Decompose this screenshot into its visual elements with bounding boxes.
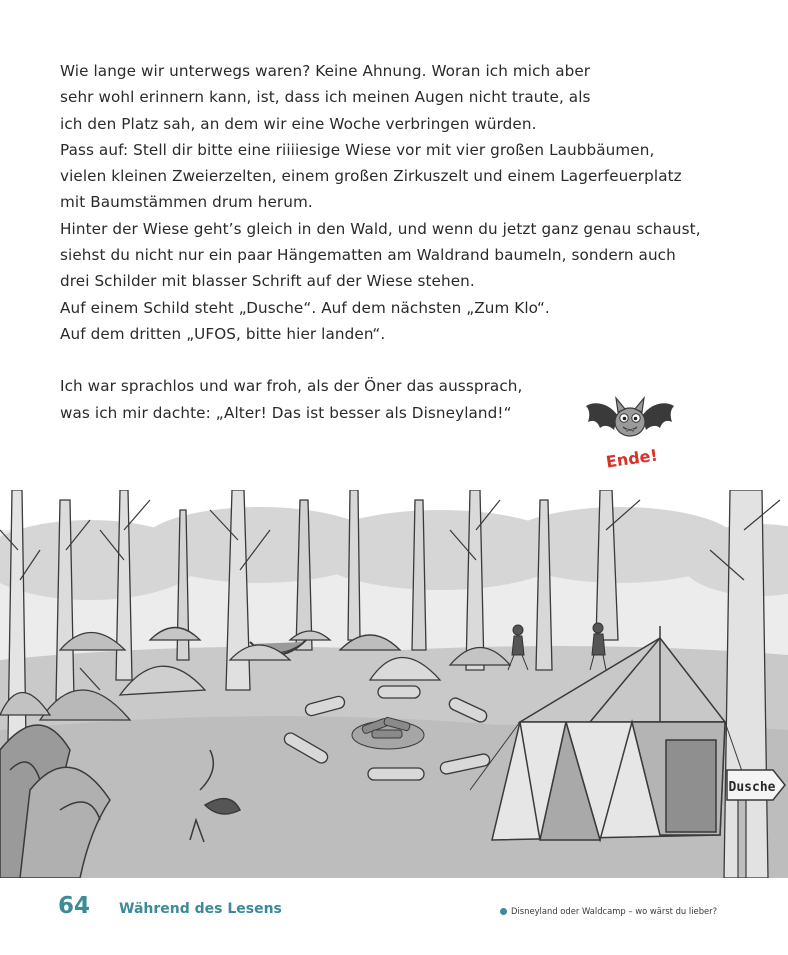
story-line: Pass auf: Stell dir bitte eine riiiiesige Wiese vor mit vier großen Laubbäumen, [60,140,655,159]
bat-icon [586,398,674,436]
story-line: Wie lange wir unterwegs waren? Keine Ahnung. Woran ich mich aber [60,62,591,80]
story-line: vielen kleinen Zweierzelten, einem großen Zirkuszelt und einem Lagerfeuerplatz [60,167,682,186]
ende-label: Ende! [604,445,659,472]
story-text [60,58,720,426]
story-line: Ich war sprachlos und war froh, als der Öner das aussprach, [60,377,523,396]
story-line: siehst du nicht nur ein paar Hängematten am Waldrand baumeln, sondern auch [60,246,676,265]
chapter-title-text: Disneyland oder Waldcamp – wo wärst du lieber? [511,906,718,916]
campsite-illustration [0,490,788,878]
story-line: drei Schilder mit blasser Schrift auf der Wiese stehen. [60,272,475,291]
chapter-title [500,906,717,916]
bullet-dot-icon [500,908,507,915]
story-line: mit Baumstämmen drum herum. [60,193,313,212]
story-line: Auf dem dritten „UFOS, bitte hier landen“. [60,324,386,343]
story-line: Hinter der Wiese geht’s gleich in den Wald, und wenn du jetzt ganz genau schaust, [60,219,701,238]
story-line: was ich mir dachte: „Alter! Das ist besser als Disneyland!“ [60,403,512,422]
paragraph-gap [60,347,720,373]
bat-ende-badge [580,386,680,476]
story-line: ich den Platz sah, an dem wir eine Woche verbringen würden. [60,114,537,133]
section-title: Während des Lesens [119,901,282,917]
dusche-sign-label: Dusche [728,780,776,795]
page-number: 64 [58,893,91,919]
story-line: sehr wohl erinnern kann, ist, dass ich meinen Augen nicht traute, als [60,88,591,107]
story-line: Auf einem Schild steht „Dusche“. Auf dem nächsten „Zum Klo“. [60,298,550,317]
